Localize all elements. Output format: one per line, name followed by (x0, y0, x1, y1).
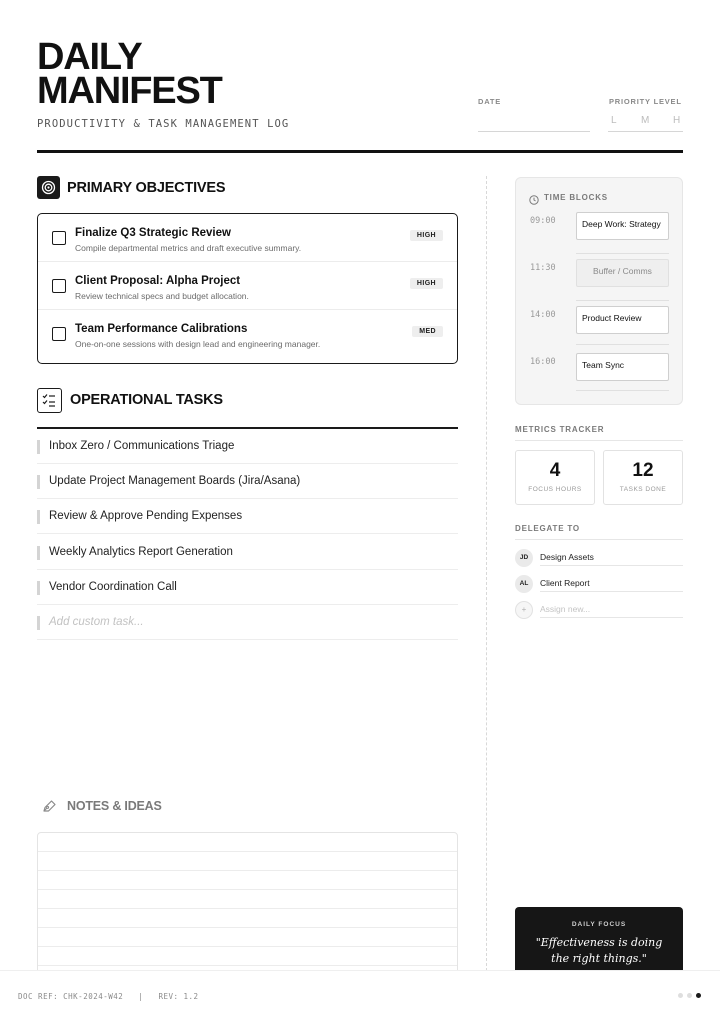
page-footer (0, 970, 720, 1018)
time-blocks-card (515, 177, 683, 405)
time-block[interactable] (576, 212, 669, 240)
daily-focus-label: DAILY FOCUS (571, 921, 627, 928)
delegate-task[interactable]: Design Assets (540, 552, 594, 562)
time-block-text: Product Review (582, 313, 642, 323)
avatar: AL (515, 575, 533, 593)
task-row[interactable] (37, 570, 458, 605)
column-divider (486, 176, 487, 971)
objective-description: Compile departmental metrics and draft executive summary. (75, 243, 302, 253)
notes-area[interactable] (37, 832, 458, 982)
delegate-line (540, 565, 683, 566)
objective-checkbox[interactable] (52, 327, 66, 341)
objective-checkbox[interactable] (52, 231, 66, 245)
date-label: DATE (478, 97, 502, 106)
metrics-tracker-label: METRICS TRACKER (515, 425, 605, 434)
operational-tasks-heading: OPERATIONAL TASKS (70, 392, 223, 408)
task-marker (37, 546, 40, 560)
page-dot (678, 993, 683, 998)
delegate-task[interactable]: Client Report (540, 578, 590, 588)
task-marker (37, 616, 40, 630)
priority-option-medium[interactable]: M (641, 115, 650, 126)
task-label: Inbox Zero / Communications Triage (49, 440, 235, 452)
header-divider (37, 150, 683, 153)
add-task-placeholder: Add custom task... (49, 616, 144, 628)
metric-value: 4 (549, 460, 561, 481)
date-field[interactable] (478, 131, 590, 132)
time-block[interactable] (576, 353, 669, 381)
task-label: Review & Approve Pending Expenses (49, 510, 243, 522)
priority-badge: MED (412, 326, 443, 337)
priority-badge: HIGH (410, 278, 443, 289)
metrics-divider (515, 440, 683, 441)
time-blocks-label: TIME BLOCKS (544, 193, 608, 202)
objective-description: One-on-one sessions with design lead and engineering manager. (75, 339, 321, 349)
objective-item (38, 214, 457, 262)
time-slot-divider (576, 344, 669, 345)
task-label: Vendor Coordination Call (49, 581, 177, 593)
objective-description: Review technical specs and budget allocation. (75, 291, 249, 301)
footer-separator: | (138, 992, 144, 1001)
time-block[interactable] (576, 306, 669, 334)
priority-field-line (608, 131, 683, 132)
objective-item (38, 310, 457, 358)
time-block-text: Buffer / Comms (593, 266, 652, 276)
primary-objectives-heading: PRIMARY OBJECTIVES (67, 180, 226, 196)
time-slot-label: 14:00 (530, 310, 556, 320)
clock-icon (529, 192, 539, 202)
objectives-list (37, 213, 458, 364)
add-custom-task-input[interactable] (37, 605, 458, 640)
task-row[interactable] (37, 429, 458, 464)
task-row[interactable] (37, 535, 458, 570)
title-line-2: MANIFEST (37, 70, 222, 112)
doc-ref: DOC REF: CHK-2024-W42 (18, 992, 124, 1001)
metric-card (603, 450, 683, 505)
task-marker (37, 510, 40, 524)
objective-checkbox[interactable] (52, 279, 66, 293)
page-dot (687, 993, 692, 998)
task-row[interactable] (37, 499, 458, 534)
priority-option-high[interactable]: H (673, 115, 681, 126)
delegate-line (540, 591, 683, 592)
metric-card (515, 450, 595, 505)
notes-heading: NOTES & IDEAS (67, 799, 162, 813)
add-delegate-icon[interactable]: + (515, 601, 533, 619)
delegate-to-label: DELEGATE TO (515, 524, 580, 533)
metric-value: 12 (632, 460, 654, 481)
delegate-divider (515, 539, 683, 540)
time-slot-label: 16:00 (530, 357, 556, 367)
revision: REV: 1.2 (158, 992, 199, 1001)
time-block-text: Team Sync (582, 360, 625, 370)
objective-title: Finalize Q3 Strategic Review (75, 227, 231, 239)
time-slot-divider (576, 390, 669, 391)
daily-focus-quote: "Effectiveness is doing the right things." (535, 936, 663, 965)
pen-icon (41, 799, 57, 815)
metric-label: FOCUS HOURS (528, 486, 582, 493)
objective-title: Client Proposal: Alpha Project (75, 275, 241, 287)
priority-badge: HIGH (410, 230, 443, 241)
avatar: JD (515, 549, 533, 567)
time-slot-label: 11:30 (530, 263, 556, 273)
daily-focus-card (515, 907, 683, 977)
priority-option-low[interactable]: L (611, 115, 617, 126)
task-row[interactable] (37, 464, 458, 499)
task-marker (37, 581, 40, 595)
task-label: Update Project Management Boards (Jira/Asana) (49, 475, 301, 487)
task-marker (37, 440, 40, 454)
time-slot-divider (576, 300, 669, 301)
objective-item (38, 262, 457, 310)
objective-title: Team Performance Calibrations (75, 323, 248, 335)
checklist-icon (37, 388, 62, 413)
time-slot-label: 09:00 (530, 216, 556, 226)
target-icon (37, 176, 60, 199)
metric-label: TASKS DONE (619, 486, 667, 493)
page-subtitle: PRODUCTIVITY & TASK MANAGEMENT LOG (37, 118, 290, 130)
task-label: Weekly Analytics Report Generation (49, 546, 233, 558)
document-reference (18, 992, 199, 1001)
time-block-text: Deep Work: Strategy (582, 219, 661, 229)
time-slot-divider (576, 253, 669, 254)
title-line-1: DAILY (37, 36, 142, 78)
delegate-line (540, 617, 683, 618)
page-dot-active (696, 993, 701, 998)
assign-new-input[interactable]: Assign new... (540, 604, 591, 614)
priority-level-label: PRIORITY LEVEL (609, 97, 682, 106)
time-block[interactable] (576, 259, 669, 287)
task-marker (37, 475, 40, 489)
